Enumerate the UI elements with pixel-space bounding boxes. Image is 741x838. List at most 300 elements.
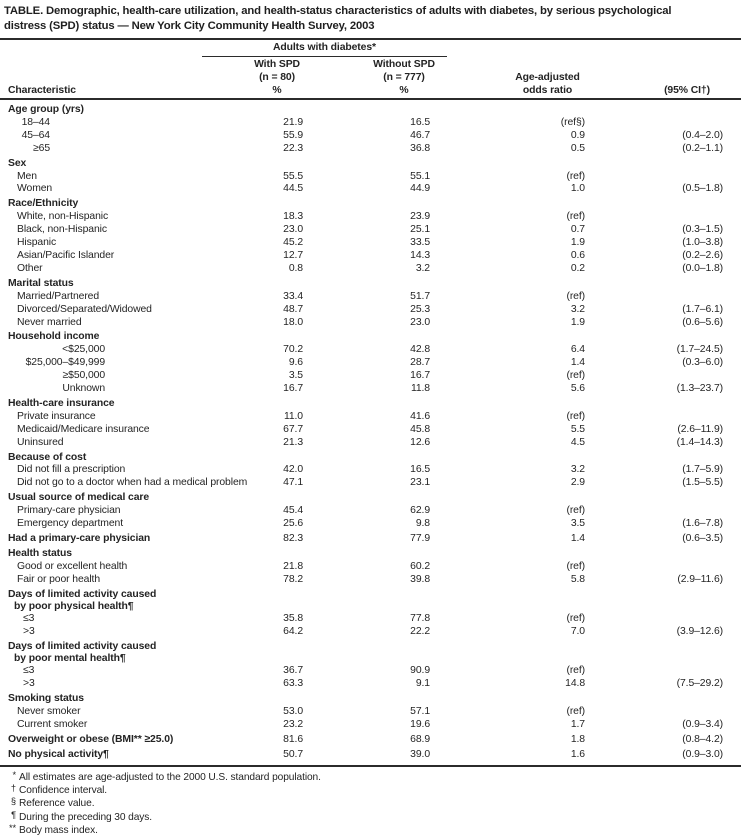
cell-with-spd-pct: 0.8 [288, 262, 303, 274]
table-row [8, 719, 741, 732]
row-label-text: ≥$50,000 [62, 370, 105, 382]
table-row [8, 626, 741, 639]
row-label-line1: Days of limited activity caused [8, 640, 157, 652]
cell-without-spd-pct [303, 331, 430, 344]
table-row [8, 613, 741, 626]
col-header-with-spd-line1: With SPD [254, 59, 300, 70]
cell-with-spd-pct: 36.7 [283, 665, 303, 677]
cell-without-spd-pct: 28.7 [410, 357, 430, 369]
cell-odds-ratio: 1.9 [570, 237, 585, 249]
cell-odds-ratio: 1.0 [570, 183, 585, 195]
cell-odds-ratio: 7.0 [570, 625, 585, 637]
row-label [8, 641, 250, 665]
cell-ci: (0.6–5.6) [682, 316, 723, 328]
cell-with-spd-pct: 16.7 [283, 383, 303, 395]
cell-ci: (0.2–2.6) [682, 249, 723, 261]
cell-odds-ratio [430, 198, 585, 211]
cell-with-spd-pct [250, 589, 303, 613]
cell-ci [585, 411, 723, 424]
row-label: Household income [8, 331, 100, 343]
row-label [8, 383, 250, 396]
cell-with-spd-pct: 42.0 [283, 464, 303, 476]
cell-without-spd-pct [303, 398, 430, 411]
section-header-row [8, 396, 741, 411]
row-label: Sex [8, 157, 27, 169]
cell-without-spd-pct: 19.6 [410, 718, 430, 730]
col-header-without-spd-line1: Without SPD [373, 59, 435, 70]
col-header-without-spd-line3: % [399, 85, 409, 96]
cell-without-spd-pct: 77.8 [410, 613, 430, 625]
footnotes [0, 767, 741, 838]
cell-with-spd-pct: 23.0 [283, 224, 303, 236]
cell-odds-ratio: (ref) [566, 290, 585, 302]
section-header-row [8, 490, 741, 505]
cell-with-spd-pct: 63.3 [283, 678, 303, 690]
spanner-label: Adults with diabetes* [273, 42, 376, 53]
table-row [8, 383, 741, 396]
spanner-rule [202, 56, 447, 57]
cell-with-spd-pct [250, 548, 303, 561]
cell-with-spd-pct: 64.2 [283, 625, 303, 637]
table-row [8, 706, 741, 719]
cell-with-spd-pct: 21.8 [283, 560, 303, 572]
cell-with-spd-pct [250, 492, 303, 505]
table-row [8, 143, 741, 156]
row-label: Age group (yrs) [8, 104, 84, 115]
footnote-line [2, 771, 739, 784]
cell-odds-ratio: 1.4 [570, 533, 585, 544]
cell-odds-ratio: 6.4 [570, 344, 585, 356]
cell-ci [585, 398, 723, 411]
cell-with-spd-pct: 22.3 [283, 142, 303, 154]
cell-ci [585, 492, 723, 505]
cell-ci: (0.3–1.5) [682, 224, 723, 236]
cell-ci [585, 589, 723, 613]
table-row [8, 117, 741, 130]
section-header-row [8, 639, 741, 665]
row-label-text: <$25,000 [62, 344, 105, 356]
footnote-text: All estimates are age-adjusted to the 2000 U.S. standard population. [19, 771, 321, 783]
cell-ci: (1.4–14.3) [676, 436, 723, 448]
section-header-row [8, 196, 741, 211]
row-label-line1: Days of limited activity caused [8, 588, 157, 600]
cell-with-spd-pct: 53.0 [283, 705, 303, 717]
row-label: Smoking status [8, 693, 84, 705]
table-title-line2: distress (SPD) status — New York City Community Health Survey, 2003 [4, 20, 375, 32]
cell-ci: (0.6–3.5) [682, 533, 723, 544]
cell-odds-ratio [430, 492, 585, 505]
cell-without-spd-pct [303, 104, 430, 117]
cell-odds-ratio: (ref) [566, 505, 585, 517]
table-row [8, 317, 741, 330]
cell-without-spd-pct: 23.1 [410, 477, 430, 489]
cell-ci [585, 370, 723, 383]
cell-ci: (0.5–1.8) [682, 183, 723, 195]
cell-without-spd-pct: 46.7 [410, 129, 430, 141]
section-header-row [8, 587, 741, 613]
cell-odds-ratio: 14.8 [565, 678, 585, 690]
cell-odds-ratio: 1.6 [570, 748, 585, 760]
table-row [8, 263, 741, 276]
cell-without-spd-pct: 90.9 [410, 665, 430, 677]
table-row [8, 224, 741, 237]
row-label-line2: by poor physical health¶ [14, 600, 134, 612]
cell-ci: (0.9–3.0) [682, 748, 723, 760]
cell-ci: (1.3–23.7) [676, 383, 723, 395]
row-label [8, 357, 250, 370]
table-row [8, 370, 741, 383]
cell-ci: (1.6–7.8) [682, 518, 723, 530]
row-label: Never smoker [17, 705, 81, 717]
cell-ci [585, 331, 723, 344]
row-label: Health status [8, 547, 72, 559]
cell-with-spd-pct: 48.7 [283, 303, 303, 315]
row-label-line2: by poor mental health¶ [14, 653, 126, 665]
cell-without-spd-pct: 12.6 [410, 436, 430, 448]
table-row [8, 518, 741, 531]
cell-with-spd-pct: 3.5 [288, 370, 303, 382]
cell-without-spd-pct [303, 278, 430, 291]
cell-ci [585, 706, 723, 719]
cell-without-spd-pct: 14.3 [410, 249, 430, 261]
cell-with-spd-pct: 18.0 [283, 316, 303, 328]
cell-with-spd-pct [250, 198, 303, 211]
row-label: Fair or poor health [17, 573, 101, 585]
cell-odds-ratio: 0.2 [570, 262, 585, 274]
cell-ci [585, 641, 723, 665]
cell-ci: (2.9–11.6) [677, 573, 723, 585]
footnote-text: Body mass index. [19, 825, 98, 837]
cell-odds-ratio [430, 104, 585, 117]
cell-odds-ratio [430, 452, 585, 465]
cell-ci: (0.8–4.2) [682, 733, 723, 745]
cell-ci [585, 548, 723, 561]
cell-odds-ratio: 3.5 [570, 518, 585, 530]
cell-odds-ratio: (ref) [566, 170, 585, 182]
cell-with-spd-pct: 23.2 [283, 718, 303, 730]
table-row [8, 211, 741, 224]
cell-ci: (1.7–24.5) [676, 344, 723, 356]
footnote-line [2, 784, 739, 797]
cell-without-spd-pct: 57.1 [410, 705, 430, 717]
cell-without-spd-pct [303, 589, 430, 613]
cell-with-spd-pct: 81.6 [283, 733, 303, 745]
row-label: >3 [23, 678, 35, 690]
cell-without-spd-pct: 44.9 [410, 183, 430, 195]
cell-ci: (3.9–12.6) [676, 625, 723, 637]
cell-with-spd-pct: 82.3 [283, 533, 303, 544]
row-label: Other [17, 262, 43, 274]
cell-without-spd-pct: 62.9 [410, 505, 430, 517]
cell-with-spd-pct: 44.5 [283, 183, 303, 195]
cell-odds-ratio: 4.5 [570, 436, 585, 448]
row-label: Good or excellent health [17, 560, 128, 572]
cell-without-spd-pct: 9.8 [415, 518, 430, 530]
cell-with-spd-pct [250, 398, 303, 411]
footnote-text: During the preceding 30 days. [19, 811, 153, 823]
cell-odds-ratio [430, 398, 585, 411]
cell-with-spd-pct [250, 331, 303, 344]
col-header-ci: (95% CI†) [664, 85, 710, 96]
cell-with-spd-pct: 25.6 [283, 518, 303, 530]
row-label: >3 [23, 625, 35, 637]
row-label [8, 143, 250, 156]
table-row [8, 424, 741, 437]
cell-odds-ratio [430, 589, 585, 613]
table-row [8, 531, 741, 546]
cell-ci [585, 158, 723, 171]
row-label: Married/Partnered [17, 290, 100, 302]
cell-without-spd-pct: 23.0 [410, 316, 430, 328]
table-row [8, 747, 741, 762]
cell-odds-ratio: 0.7 [570, 224, 585, 236]
cell-odds-ratio: (ref) [566, 370, 585, 382]
row-label: No physical activity¶ [8, 748, 109, 760]
cell-with-spd-pct: 67.7 [283, 423, 303, 435]
row-label-text: ≥65 [33, 142, 50, 154]
table-row [8, 411, 741, 424]
cell-odds-ratio: (ref) [566, 410, 585, 422]
cell-odds-ratio: 3.2 [570, 303, 585, 315]
cell-with-spd-pct [250, 641, 303, 665]
col-header-odds-ratio-line1: Age-adjusted [515, 72, 580, 83]
row-label: Usual source of medical care [8, 492, 150, 504]
cell-ci [585, 171, 723, 184]
cell-ci: (7.5–29.2) [676, 678, 723, 690]
row-label: Medicaid/Medicare insurance [17, 423, 150, 435]
row-label [8, 589, 250, 613]
row-label: Asian/Pacific Islander [17, 249, 115, 261]
cell-odds-ratio [430, 278, 585, 291]
cell-odds-ratio: 1.8 [570, 733, 585, 745]
cell-ci: (1.5–5.5) [682, 477, 723, 489]
cell-with-spd-pct [250, 693, 303, 706]
row-label: Health-care insurance [8, 397, 115, 409]
row-label: White, non-Hispanic [17, 211, 109, 223]
footnote-text: Reference value. [19, 798, 95, 810]
cell-without-spd-pct: 16.5 [410, 116, 430, 128]
cell-without-spd-pct: 33.5 [410, 237, 430, 249]
table-row [8, 437, 741, 450]
col-header-with-spd-line3: % [272, 85, 282, 96]
cell-with-spd-pct: 21.3 [283, 436, 303, 448]
footnote-marker: † [10, 783, 16, 793]
row-label: Divorced/Separated/Widowed [17, 303, 152, 315]
footnote-line [2, 824, 739, 837]
cell-with-spd-pct: 12.7 [283, 249, 303, 261]
cell-without-spd-pct: 39.8 [410, 573, 430, 585]
cell-with-spd-pct [250, 158, 303, 171]
cell-without-spd-pct: 16.7 [410, 370, 430, 382]
cell-ci: (0.9–3.4) [682, 718, 723, 730]
cell-odds-ratio: 1.4 [570, 357, 585, 369]
cell-odds-ratio: 0.9 [570, 129, 585, 141]
cell-with-spd-pct: 21.9 [283, 116, 303, 128]
cell-ci: (1.0–3.8) [682, 237, 723, 249]
row-label-text: 45–64 [21, 129, 50, 141]
row-label: Had a primary-care physician [8, 533, 151, 544]
cell-without-spd-pct [303, 158, 430, 171]
cell-odds-ratio: 1.7 [570, 718, 585, 730]
cell-ci [585, 211, 723, 224]
cell-without-spd-pct: 25.3 [410, 303, 430, 315]
section-header-row [8, 546, 741, 561]
row-label: Uninsured [17, 436, 64, 448]
cell-odds-ratio: (ref§) [560, 116, 585, 128]
row-label [8, 370, 250, 383]
cell-with-spd-pct: 18.3 [283, 211, 303, 223]
cell-with-spd-pct: 11.0 [283, 410, 303, 422]
footnote-marker: ** [8, 823, 16, 834]
table-row [8, 678, 741, 691]
cell-ci: (0.4–2.0) [682, 129, 723, 141]
table-row [8, 574, 741, 587]
table-row [8, 237, 741, 250]
table-row [8, 171, 741, 184]
section-header-row [8, 329, 741, 344]
cell-without-spd-pct [303, 548, 430, 561]
cell-ci: (1.7–6.1) [682, 303, 723, 315]
row-label: Men [17, 170, 37, 182]
cell-without-spd-pct: 68.9 [410, 733, 430, 745]
row-label: Current smoker [17, 718, 88, 730]
table-title [0, 0, 741, 36]
cell-without-spd-pct [303, 693, 430, 706]
cell-without-spd-pct: 45.8 [410, 423, 430, 435]
table-row [8, 464, 741, 477]
row-label: ≤3 [23, 665, 35, 677]
cell-with-spd-pct: 55.9 [283, 129, 303, 141]
cell-without-spd-pct: 23.9 [410, 211, 430, 223]
row-label: Overweight or obese (BMI** ≥25.0) [8, 733, 174, 745]
cell-odds-ratio: 5.6 [570, 383, 585, 395]
cell-odds-ratio: (ref) [566, 613, 585, 625]
cell-without-spd-pct [303, 452, 430, 465]
cell-ci [585, 613, 723, 626]
cell-without-spd-pct [303, 641, 430, 665]
row-label: Never married [17, 316, 82, 328]
footnote-text: Confidence interval. [19, 785, 108, 796]
cell-without-spd-pct: 55.1 [410, 170, 430, 182]
footnote-marker: * [12, 769, 16, 780]
footnote-line [2, 797, 739, 810]
table-row [8, 250, 741, 263]
cell-ci [585, 104, 723, 117]
cell-without-spd-pct: 9.1 [415, 678, 430, 690]
cell-ci [585, 117, 723, 130]
cell-odds-ratio: 5.5 [570, 423, 585, 435]
cell-ci: (0.2–1.1) [682, 142, 723, 154]
row-label-text: Unknown [62, 383, 105, 395]
cell-odds-ratio: 5.8 [570, 573, 585, 585]
cell-ci: (0.3–6.0) [682, 357, 723, 369]
cell-without-spd-pct: 42.8 [410, 344, 430, 356]
cell-with-spd-pct: 55.5 [283, 170, 303, 182]
cell-ci [585, 505, 723, 518]
footnote-marker: ¶ [11, 809, 16, 820]
table-row [8, 357, 741, 370]
col-header-characteristic: Characteristic [8, 85, 76, 96]
table-row [8, 183, 741, 196]
cell-odds-ratio: 0.5 [570, 142, 585, 154]
cell-ci: (1.7–5.9) [682, 464, 723, 476]
col-header-without-spd [334, 58, 474, 97]
table-row [8, 505, 741, 518]
cell-without-spd-pct: 60.2 [410, 560, 430, 572]
cell-with-spd-pct: 78.2 [283, 573, 303, 585]
cell-without-spd-pct: 3.2 [415, 262, 430, 274]
cell-with-spd-pct [250, 452, 303, 465]
cell-odds-ratio [430, 158, 585, 171]
cell-odds-ratio: 2.9 [570, 477, 585, 489]
cell-ci [585, 278, 723, 291]
cell-without-spd-pct [303, 198, 430, 211]
cell-without-spd-pct: 36.8 [410, 142, 430, 154]
row-label: ≤3 [23, 613, 35, 625]
footnote-marker: § [10, 796, 16, 807]
cell-odds-ratio: (ref) [566, 560, 585, 572]
footnote-line [2, 811, 739, 824]
row-label-text: $25,000–$49,999 [25, 357, 105, 369]
cell-ci [585, 561, 723, 574]
cell-with-spd-pct: 50.7 [283, 748, 303, 760]
cell-with-spd-pct: 35.8 [283, 613, 303, 625]
col-header-odds-ratio [475, 71, 620, 97]
cell-odds-ratio [430, 693, 585, 706]
cell-without-spd-pct: 77.9 [410, 533, 430, 544]
section-header-row [8, 691, 741, 706]
row-label: Emergency department [17, 518, 124, 530]
row-label [8, 344, 250, 357]
cell-with-spd-pct: 45.4 [283, 505, 303, 517]
cell-without-spd-pct: 51.7 [410, 290, 430, 302]
cell-without-spd-pct: 39.0 [410, 748, 430, 760]
row-label: Because of cost [8, 451, 87, 463]
cell-odds-ratio: 3.2 [570, 464, 585, 476]
cell-with-spd-pct: 70.2 [283, 344, 303, 356]
row-label [8, 130, 250, 143]
cell-without-spd-pct [303, 492, 430, 505]
cell-without-spd-pct: 11.8 [410, 383, 430, 395]
col-header-with-spd-line2: (n = 80) [259, 72, 295, 83]
cell-with-spd-pct: 47.1 [283, 477, 303, 489]
col-header-with-spd [207, 58, 347, 97]
row-label: Hispanic [17, 237, 57, 249]
cell-ci: (2.6–11.9) [677, 423, 723, 435]
row-label: Black, non-Hispanic [17, 224, 107, 236]
row-label: Did not fill a prescription [17, 464, 126, 476]
cell-odds-ratio [430, 331, 585, 344]
section-header-row [8, 276, 741, 291]
cell-with-spd-pct [250, 278, 303, 291]
table-row [8, 344, 741, 357]
table-header [0, 40, 741, 98]
table-row [8, 665, 741, 678]
cell-without-spd-pct: 22.2 [410, 625, 430, 637]
table-body [0, 100, 741, 765]
cell-without-spd-pct: 25.1 [410, 224, 430, 236]
row-label-text: 18–44 [21, 116, 50, 128]
row-label: Private insurance [17, 410, 96, 422]
table-row [8, 732, 741, 747]
cell-odds-ratio: 1.9 [570, 316, 585, 328]
section-header-row [8, 102, 741, 117]
cell-odds-ratio [430, 641, 585, 665]
cell-odds-ratio: (ref) [566, 705, 585, 717]
section-header-row [8, 156, 741, 171]
cell-without-spd-pct: 16.5 [410, 464, 430, 476]
cell-ci [585, 693, 723, 706]
